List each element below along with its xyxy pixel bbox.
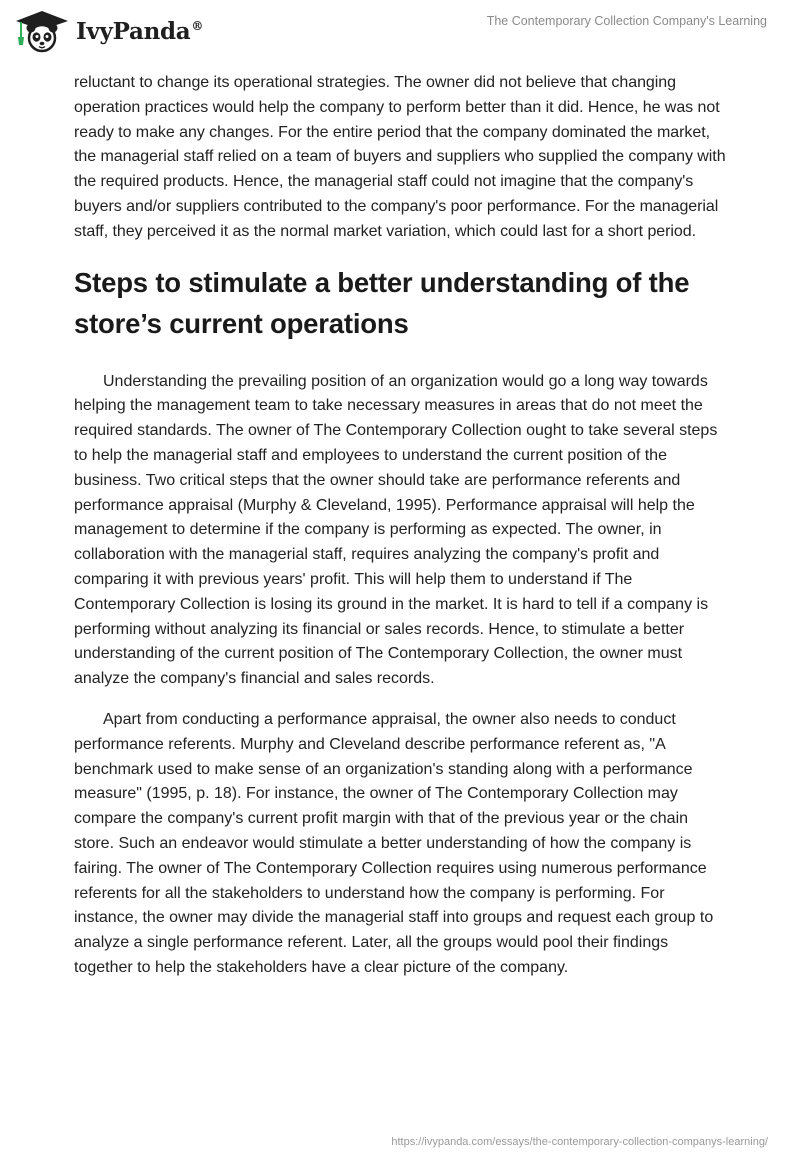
document-title: The Contemporary Collection Company's Learning [486,14,767,28]
paragraph: Apart from conducting a performance appraisal, the owner also needs to conduct performance referents. Murphy and Cleveland describe performance referent as, "A benchmark used to make sense of an organization's standing along with a performance measure" (1995, p. 18). For instance, the owner of The Contemporary Collection may compare the company's current profit margin with that of the previous year or the chain store. Such an endeavor would stimulate a better understanding of how the company is fairing. The owner of The Contemporary Collection requires using numerous performance referents for all the stakeholders to understand how the company is performing. For instance, the owner may divide the managerial staff into groups and request each group to analyze a single performance referent. Later, all the groups would pool their findings together to help the stakeholders have a clear picture of the company. [74,710,714,976]
paragraph: Understanding the prevailing position of an organization would go a long way towards helping the management team to take necessary measures in areas that do not meet the required standards. The owner of The Contemporary Collection ought to take several steps to help the managerial staff and employees to understand the current position of the business. Two critical steps that the owner should take are performance referents and performance appraisal (Murphy & Cleveland, 1995). Performance appraisal will help the management to determine if the company is performing as expected. The owner, in collaboration with the managerial staff, requires analyzing the company's profit and comparing it with previous years' profit. This will help them to understand if The Contemporary Collection is losing its ground in the market. It is hard to tell if a company is performing without analyzing its financial or sales records. Hence, to stimulate a better understanding of the current position of The Contemporary Collection, the owner must analyze the company's financial and sales records. [74,372,718,688]
article-body [74,71,726,981]
section-heading: Steps to stimulate a better understanding of the store’s current operations [74,266,690,339]
ivypanda-logo[interactable] [14,9,203,53]
panda-graduate-icon [14,9,70,53]
page-header [0,0,800,70]
source-url[interactable]: https://ivypanda.com/essays/the-contemporary-collection-companys-learning/ [391,1136,768,1148]
brand-name: IvyPanda® [76,17,204,45]
paragraph: reluctant to change its operational strategies. The owner did not believe that changing operation practices would help the company to perform better than it did. Hence, he was not ready to make any changes. For the entire period that the company dominated the market, the managerial staff relied on a team of buyers and suppliers who supplied the company with the required products. Hence, the managerial staff could not imagine that the company's buyers and/or suppliers contributed to the company's poor performance. For the managerial staff, they perceived it as the normal market variation, which could last for a short period. [74,74,726,240]
